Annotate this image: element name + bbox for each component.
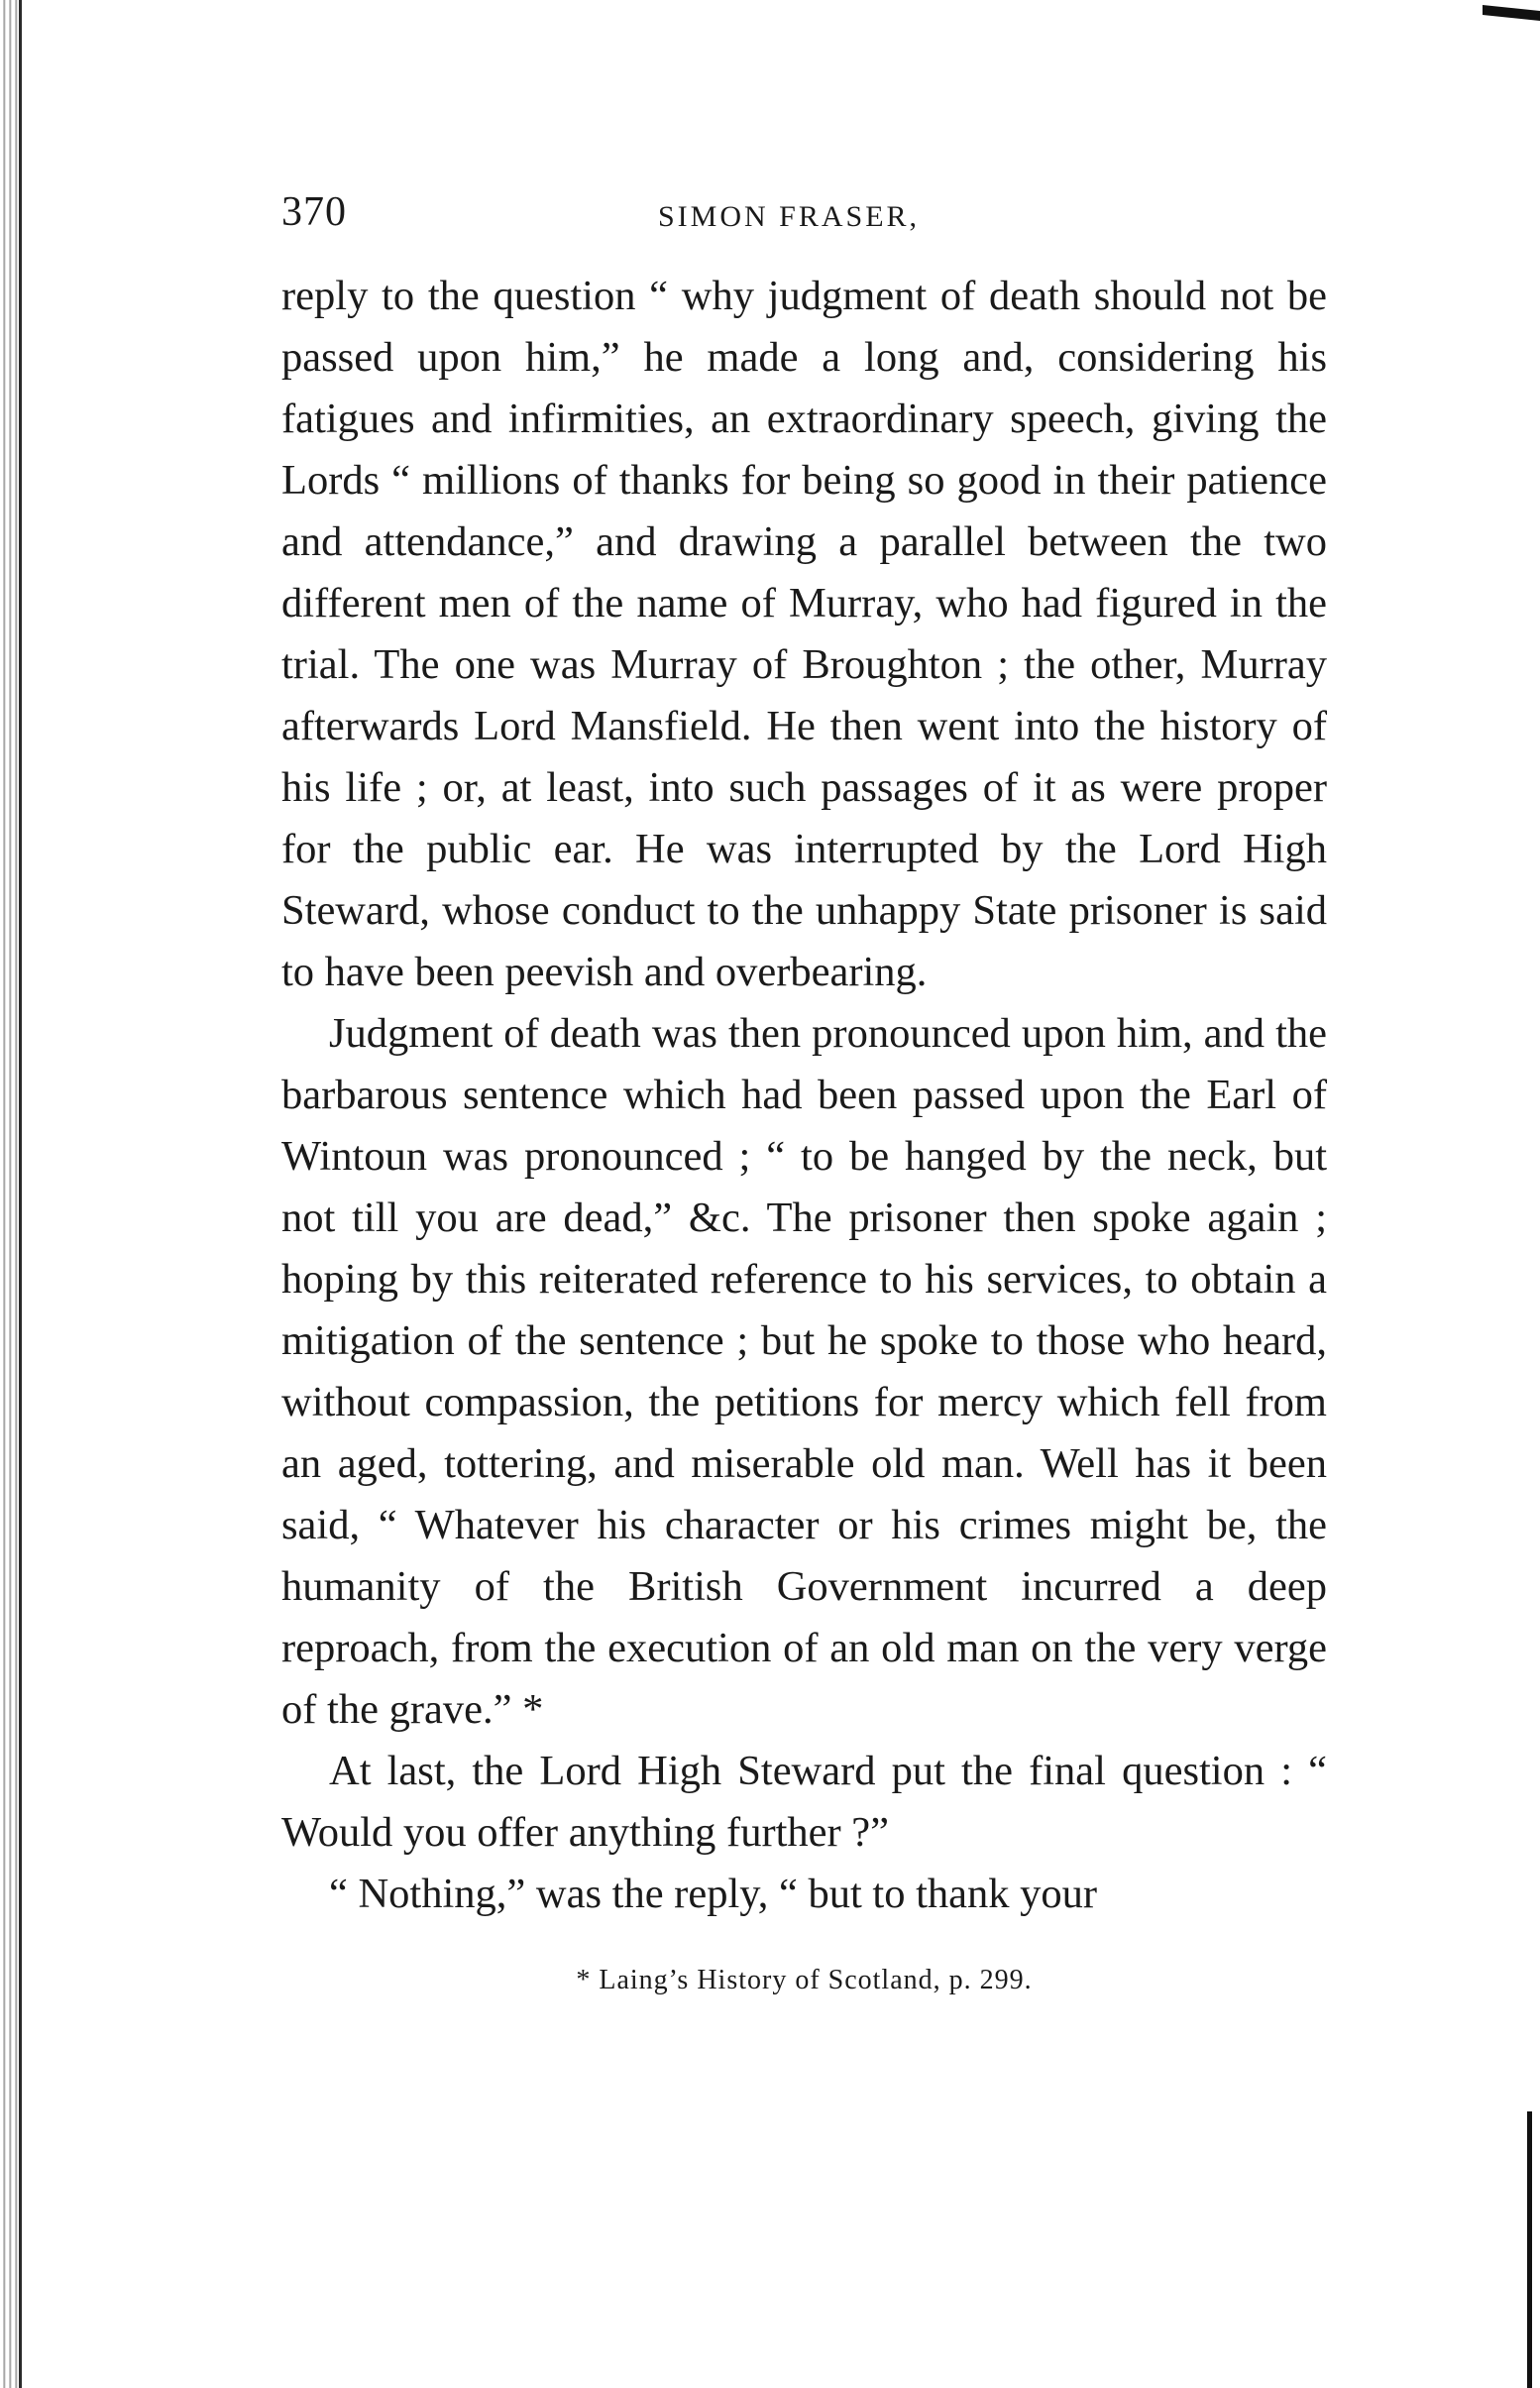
paragraph: “ Nothing,” was the reply, “ but to thank your	[329, 1871, 1098, 1917]
page-number: 370	[281, 189, 347, 235]
page-edge-mark	[1483, 5, 1540, 21]
paragraph: Judgment of death was then pronounced upon him, and the barbarous sentence which had been passed upon the Earl of Wintoun was pronounced ; “ to be hanged by the neck, but not till you are dead,” &c. The prisoner then spoke again ; hoping by this reiterated reference to his services, to obtain a mitigation of the sentence ; but he spoke to those who heard, without compassion, the petitions for mercy which fell from an aged, tottering, and miserable old man. Well has it been said, “ Whatever his character or his crimes might be, the humanity of the British Government incurred a deep reproach, from the execution of an old man on the very verge of the grave.” *	[281, 1010, 1327, 1733]
running-head	[281, 178, 1327, 248]
running-title: SIMON FRASER,	[658, 200, 921, 233]
paragraph: At last, the Lord High Steward put the final question : “ Would you offer anything further ?”	[281, 1748, 1327, 1856]
footnote: * Laing’s History of Scotland, p. 299.	[576, 1965, 1033, 1995]
body-text	[281, 266, 1327, 1925]
book-page	[281, 178, 1327, 1996]
paragraph: reply to the question “ why judgment of death should not be passed upon him,” he made a long and, considering his fatigues and infirmities, an extraordinary speech, giving the Lords “ millions of thanks for being so good in their patience and attendance,” and drawing a parallel between the two different men of the name of Murray, who had figured in the trial. The one was Murray of Broughton ; the other, Murray afterwards Lord Mansfield. He then went into the history of his life ; or, at least, into such passages of it as were proper for the public ear. He was interrupted by the Lord High Steward, whose conduct to the unhappy State prisoner is said to have been peevish and overbearing.	[281, 273, 1327, 995]
book-spine-edge	[0, 0, 22, 2388]
page-edge-mark	[1527, 2111, 1532, 2388]
